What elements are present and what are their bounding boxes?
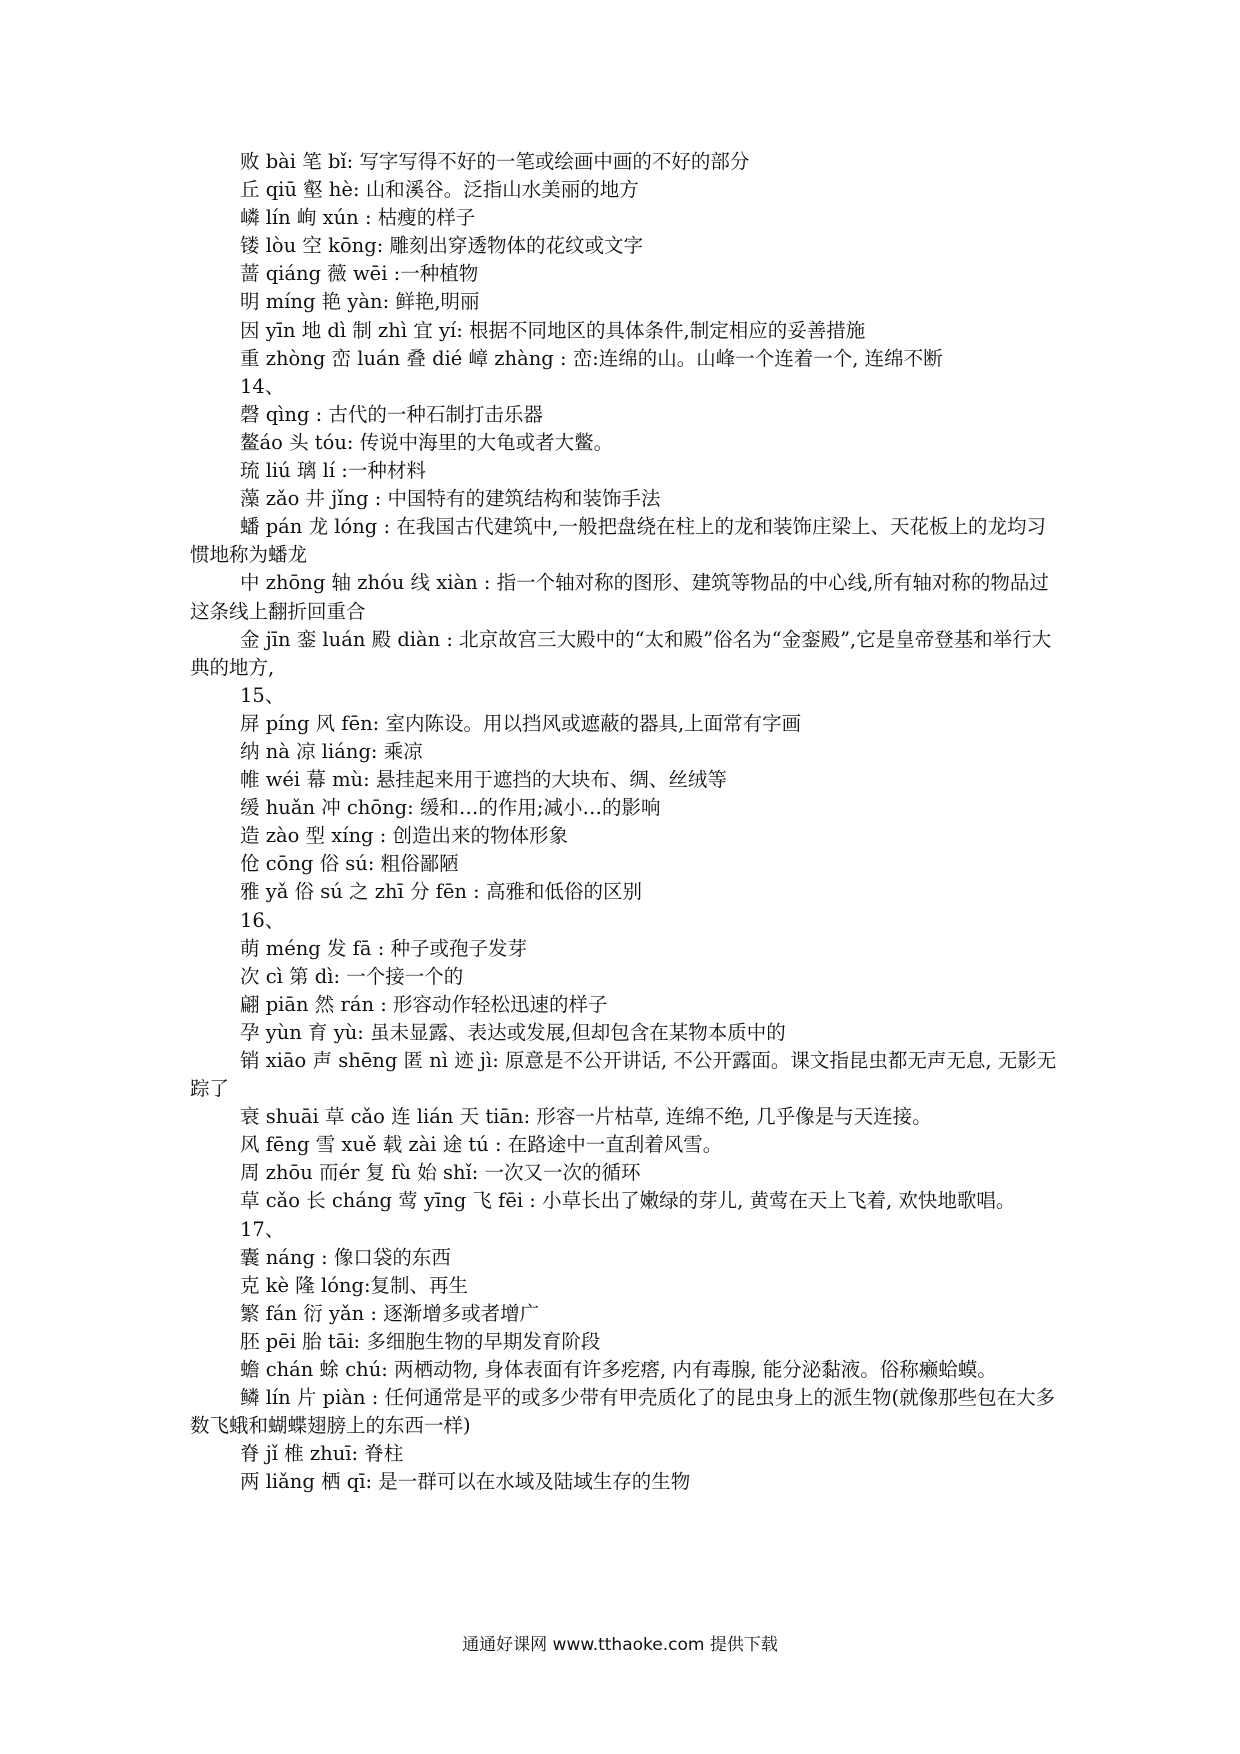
section-number: 15、	[240, 683, 285, 707]
vocab-entry: 伧 cōng 俗 sú: 粗俗鄙陋	[240, 852, 459, 876]
vocab-entry-continuation: 些包在大多数飞蛾和蝴蝶翅膀上的东西一样)	[190, 1386, 1056, 1438]
vocab-entry-continuation: 的物品过这条线上翻折回重合	[190, 571, 1049, 623]
vocab-entry: 孕 yùn 育 yù: 虽未显露、表达或发展,但却包含在某物本质中的	[240, 1020, 786, 1044]
vocab-entry-wrapped	[190, 1356, 1058, 1384]
vocab-entry: 次 cì 第 dì: 一个接一个的	[240, 964, 464, 988]
vocab-entry: 鳌áo 头 tóu: 传说中海里的大龟或者大鳖。	[240, 430, 614, 454]
vocab-entry: 雅 yǎ 俗 sú 之 zhī 分 fēn : 高雅和低俗的区别	[240, 880, 642, 904]
vocab-entry: 镂 lòu 空 kōng: 雕刻出穿透物体的花纹或文字	[240, 234, 643, 258]
vocab-entry-first-line: 金 jīn 銮 luán 殿 diàn : 北京故宫三大殿中的“太和殿”俗名为“金銮殿”,它是皇	[240, 627, 915, 651]
vocab-entry-first-line: 草 cǎo 长 cháng 莺 yīng 飞 fēi : 小草长出了嫩绿的芽儿, 黄莺在天上飞着, 欢快地	[240, 1189, 957, 1213]
section-number: 16、	[240, 908, 285, 932]
vocab-entry: 帷 wéi 幕 mù: 悬挂起来用于遮挡的大块布、绸、丝绒等	[240, 768, 727, 792]
vocab-entry: 琉 liú 璃 lí :一种材料	[240, 459, 426, 483]
vocab-entry: 藻 zǎo 井 jǐng : 中国特有的建筑结构和装饰手法	[240, 487, 661, 511]
vocab-entry: 囊 náng : 像口袋的东西	[240, 1245, 451, 1269]
vocabulary-list	[190, 148, 1058, 1497]
vocab-entry: 造 zào 型 xíng : 创造出来的物体形象	[240, 824, 568, 848]
vocab-entry: 蔷 qiáng 薇 wēi :一种植物	[240, 262, 479, 286]
vocab-entry: 嶙 lín 峋 xún : 枯瘦的样子	[240, 206, 476, 230]
vocab-entry: 屏 píng 风 fēn: 室内陈设。用以挡风或遮蔽的器具,上面常有字画	[240, 711, 802, 735]
vocab-entry: 纳 nà 凉 liáng: 乘凉	[240, 739, 423, 763]
vocab-entry: 脊 jǐ 椎 zhuī: 脊柱	[240, 1442, 404, 1466]
vocab-entry-wrapped	[190, 626, 1058, 682]
section-number: 14、	[240, 374, 285, 398]
vocab-entry: 重 zhòng 峦 luán 叠 dié 嶂 zhàng : 峦:连绵的山。山峰一个连着一个, 连绵不断	[240, 346, 943, 370]
vocab-entry: 周 zhōu 而ér 复 fù 始 shǐ: 一次又一次的循环	[240, 1161, 641, 1185]
vocab-entry-continuation: 帝登基和举行大典的地方,	[190, 627, 1052, 679]
vocab-entry-first-line: 蟾 chán 蜍 chú: 两栖动物, 身体表面有许多疙瘩, 内有毒腺, 能分泌黏液。俗称癞蛤	[240, 1358, 958, 1382]
footer-text: 通通好课网 www.tthaoke.com 提供下载	[462, 1635, 778, 1655]
vocab-entry: 衰 shuāi 草 cǎo 连 lián 天 tiān: 形容一片枯草, 连绵不绝, 几乎像是与天连接。	[240, 1105, 932, 1129]
vocab-entry: 两 liǎng 栖 qī: 是一群可以在水域及陆域生存的生物	[240, 1470, 691, 1494]
vocab-entry: 磬 qìng : 古代的一种石制打击乐器	[240, 402, 543, 426]
vocab-entry-continuation: 无息, 无影无踪了	[190, 1049, 1057, 1101]
vocab-entry-continuation: 歌唱。	[956, 1189, 1016, 1213]
vocab-entry-first-line: 鳞 lín 片 piàn : 任何通常是平的或多少带有甲壳质化了的昆虫身上的派生物(就像那	[240, 1386, 958, 1410]
vocab-entry: 风 fēng 雪 xuě 载 zài 途 tú : 在路途中一直刮着风雪。	[240, 1133, 723, 1157]
vocab-entry-continuation: 的龙均习惯地称为蟠龙	[190, 515, 1046, 567]
vocab-entry: 繁 fán 衍 yǎn : 逐渐增多或者增广	[240, 1301, 540, 1325]
vocab-entry-wrapped	[190, 513, 1058, 569]
vocab-entry: 明 míng 艳 yàn: 鲜艳,明丽	[240, 290, 480, 314]
vocab-entry: 因 yīn 地 dì 制 zhì 宜 yí: 根据不同地区的具体条件,制定相应的妥善措施	[240, 318, 866, 342]
vocab-entry: 缓 huǎn 冲 chōng: 缓和…的作用;减小…的影响	[240, 796, 661, 820]
vocab-entry: 克 kè 隆 lóng:复制、再生	[240, 1273, 469, 1297]
vocab-entry-wrapped	[190, 569, 1058, 625]
vocab-entry-continuation: 蟆。	[957, 1358, 997, 1382]
vocab-entry-wrapped	[190, 1384, 1058, 1440]
vocab-entry: 胚 pēi 胎 tāi: 多细胞生物的早期发育阶段	[240, 1329, 601, 1353]
vocab-entry: 败 bài 笔 bǐ: 写字写得不好的一笔或绘画中画的不好的部分	[240, 150, 750, 173]
vocab-entry: 萌 méng 发 fā : 种子或孢子发芽	[240, 936, 527, 960]
vocab-entry-wrapped	[190, 1187, 1058, 1215]
vocab-entry: 翩 piān 然 rán : 形容动作轻松迅速的样子	[240, 992, 608, 1016]
vocab-entry-wrapped	[190, 1047, 1058, 1103]
vocab-entry-first-line: 销 xiāo 声 shēng 匿 nì 迹 jì: 原意是不公开讲话, 不公开露面。课文指昆虫都无声	[240, 1049, 947, 1072]
vocab-entry: 丘 qiū 壑 hè: 山和溪谷。泛指山水美丽的地方	[240, 178, 639, 202]
vocab-entry-first-line: 中 zhōng 轴 zhóu 线 xiàn : 指一个轴对称的图形、建筑等物品的中心线,所有轴对称	[240, 571, 971, 595]
vocab-entry-first-line: 蟠 pán 龙 lóng : 在我国古代建筑中,一般把盘绕在柱上的龙和装饰庄梁上、天花板上	[240, 515, 968, 539]
section-number: 17、	[240, 1217, 285, 1241]
